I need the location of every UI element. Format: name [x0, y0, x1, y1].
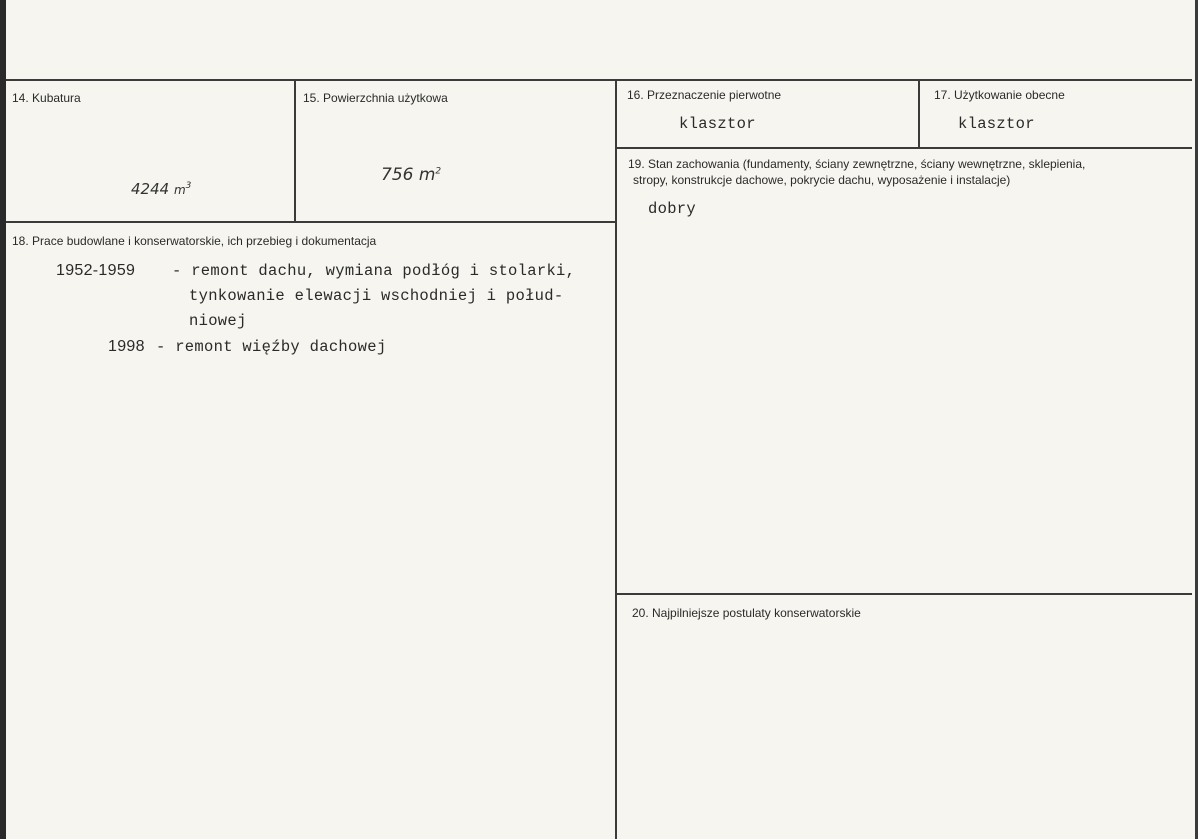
prace-entry-2-line-1: - remont więźby dachowej — [156, 338, 387, 356]
stan-value: dobry — [648, 200, 697, 218]
powierzchnia-label: 15. Powierzchnia użytkowa — [303, 91, 448, 105]
prace-entry-1-line-2: tynkowanie elewacji wschodniej i połud- — [189, 287, 564, 305]
stan-label-line-1: 19. Stan zachowania (fundamenty, ściany zewnętrzne, ściany wewnętrzne, sklepienia, — [628, 157, 1086, 171]
rule-above-20 — [616, 593, 1192, 595]
przeznaczenie-label: 16. Przeznaczenie pierwotne — [627, 88, 782, 102]
divider-16-17 — [918, 80, 920, 148]
kubatura-unit: m — [173, 183, 186, 197]
rule-under-14-15 — [6, 221, 616, 223]
prace-entry-2-years: 1998 — [108, 338, 145, 355]
uzytkowanie-value: klasztor — [958, 115, 1035, 133]
kubatura-label: 14. Kubatura — [12, 91, 81, 105]
stan-label-line-2: stropy, konstrukcje dachowe, pokrycie dachu, wyposażenie i instalacje) — [633, 173, 1011, 187]
kubatura-value — [131, 180, 191, 198]
prace-entry-1-years: 1952-1959 — [56, 262, 136, 279]
rule-under-16-17 — [616, 147, 1192, 149]
top-rule — [6, 79, 1192, 81]
powierzchnia-value — [381, 165, 441, 185]
prace-label: 18. Prace budowlane i konserwatorskie, ich przebieg i dokumentacja — [12, 234, 377, 248]
postulaty-label: 20. Najpilniejsze postulaty konserwatorskie — [632, 606, 861, 620]
divider-14-15 — [294, 80, 296, 222]
powierzchnia-number: 756 — [381, 165, 414, 185]
card-left-edge — [0, 0, 6, 839]
prace-entry-1-line-3: niowej — [189, 312, 247, 330]
kubatura-number: 4244 — [131, 180, 170, 198]
divider-center — [615, 80, 617, 839]
powierzchnia-unit: m — [418, 165, 436, 185]
przeznaczenie-value: klasztor — [679, 115, 756, 133]
powierzchnia-unit-exp: 2 — [435, 166, 442, 177]
kubatura-unit-exp: 3 — [185, 181, 192, 191]
uzytkowanie-label: 17. Użytkowanie obecne — [934, 88, 1065, 102]
prace-entry-1-line-1: - remont dachu, wymiana podłóg i stolarki, — [172, 262, 576, 280]
